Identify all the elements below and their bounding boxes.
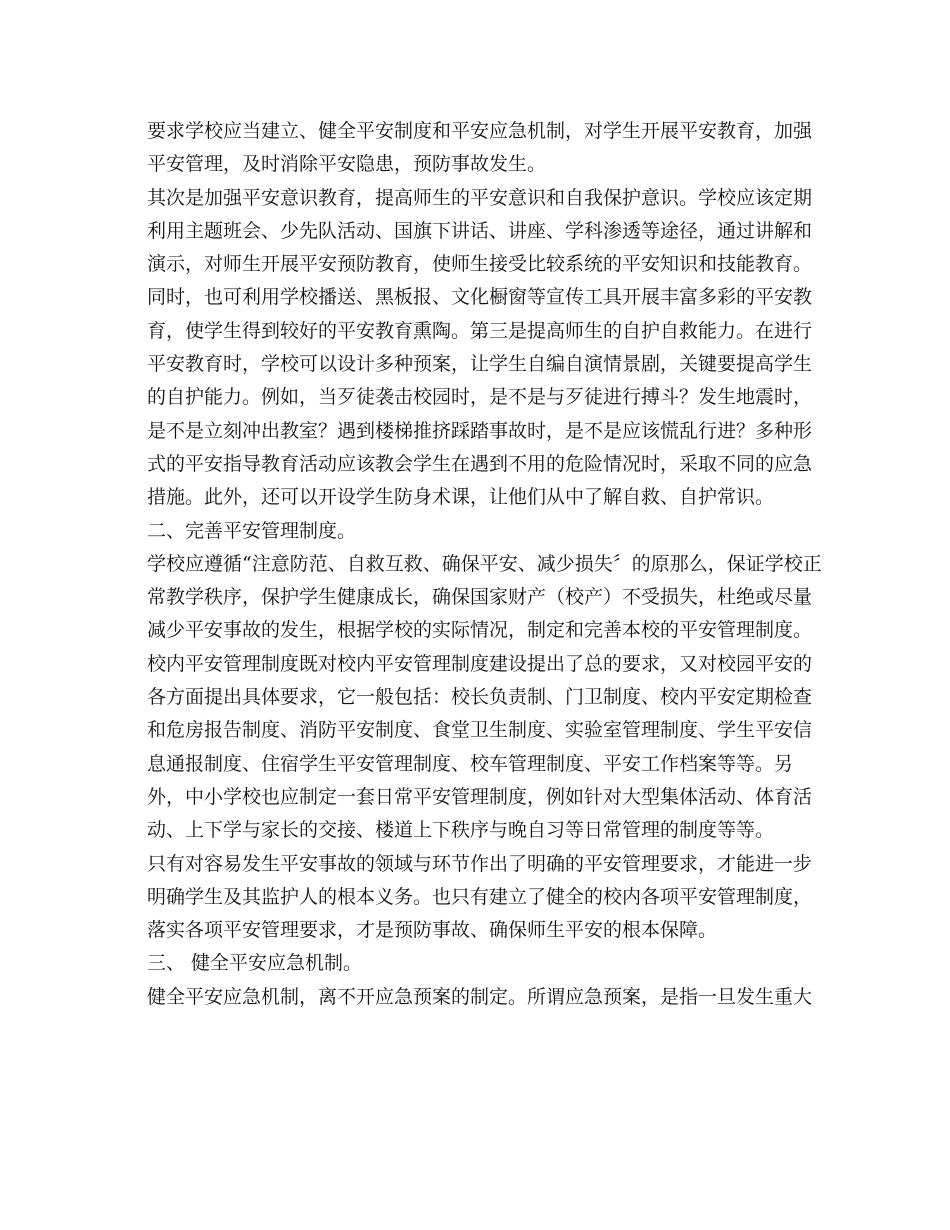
text-line: 的自护能力。例如，当歹徒袭击校园时，是不是与歹徒进行搏斗？发生地震时， [147,386,813,409]
section-heading: 二、完善平安管理制度。 [147,519,357,542]
text-line: 其次是加强平安意识教育，提高师生的平安意识和自我保护意识。学校应该定期 [147,186,813,209]
text-line: 学校应遵循“注意防范、自救互救、确保平安、减少损失〞的原那么，保证学校正 [147,552,822,575]
text-line: 平安教育时，学校可以设计多种预案，让学生自编自演情景剧，关键要提高学生 [147,353,813,376]
text-line: 常教学秩序，保护学生健康成长，确保国家财产（校产）不受损失，杜绝或尽量 [147,586,813,609]
text-line: 只有对容易发生平安事故的领域与环节作出了明确的平安管理要求，才能进一步 [147,852,813,875]
text-line: 式的平安指导教育活动应该教会学生在遇到不用的危险情况时，采取不同的应急 [147,452,813,475]
text-line: 外，中小学校也应制定一套日常平安管理制度，例如针对大型集体活动、体育活 [147,785,813,808]
text-line: 演示，对师生开展平安预防教育，使师生接受比较系统的平安知识和技能教育。 [147,253,813,276]
text-line: 措施。此外，还可以开设学生防身术课，让他们从中了解自救、自护常识。 [147,486,775,509]
text-line: 利用主题班会、少先队活动、国旗下讲话、讲座、学科渗透等途径，通过讲解和 [147,219,813,242]
text-line: 和危房报告制度、消防平安制度、食堂卫生制度、实验室管理制度、学生平安信 [147,719,813,742]
text-line: 落实各项平安管理要求，才是预防事故、确保师生平安的根本保障。 [147,919,718,942]
text-line: 减少平安事故的发生，根据学校的实际情况，制定和完善本校的平安管理制度。 [147,619,813,642]
document-body [147,115,822,1014]
text-line: 平安管理，及时消除平安隐患，预防事故发生。 [147,153,547,176]
text-line: 同时，也可利用学校播送、黑板报、文化橱窗等宣传工具开展丰富多彩的平安教 [147,286,813,309]
text-line: 各方面提出具体要求，它一般包括：校长负责制、门卫制度、校内平安定期检查 [147,686,813,709]
text-line: 校内平安管理制度既对校内平安管理制度建设提出了总的要求，又对校园平安的 [147,652,813,675]
text-line: 明确学生及其监护人的根本义务。也只有建立了健全的校内各项平安管理制度， [147,885,813,908]
text-line: 要求学校应当建立、健全平安制度和平安应急机制，对学生开展平安教育，加强 [147,120,813,142]
section-heading: 三、 健全平安应急机制。 [147,952,363,975]
text-line: 是不是立刻冲出教室？遇到楼梯推挤踩踏事故时，是不是应该慌乱行进？多种形 [147,419,813,442]
text-line: 育，使学生得到较好的平安教育熏陶。第三是提高师生的自护自救能力。在进行 [147,319,813,342]
text-line: 息通报制度、住宿学生平安管理制度、校车管理制度、平安工作档案等等。另 [147,752,794,775]
text-line: 动、上下学与家长的交接、楼道上下秩序与晚自习等日常管理的制度等等。 [147,819,775,842]
text-line: 健全平安应急机制，离不开应急预案的制定。所谓应急预案，是指一旦发生重大 [147,985,813,1008]
